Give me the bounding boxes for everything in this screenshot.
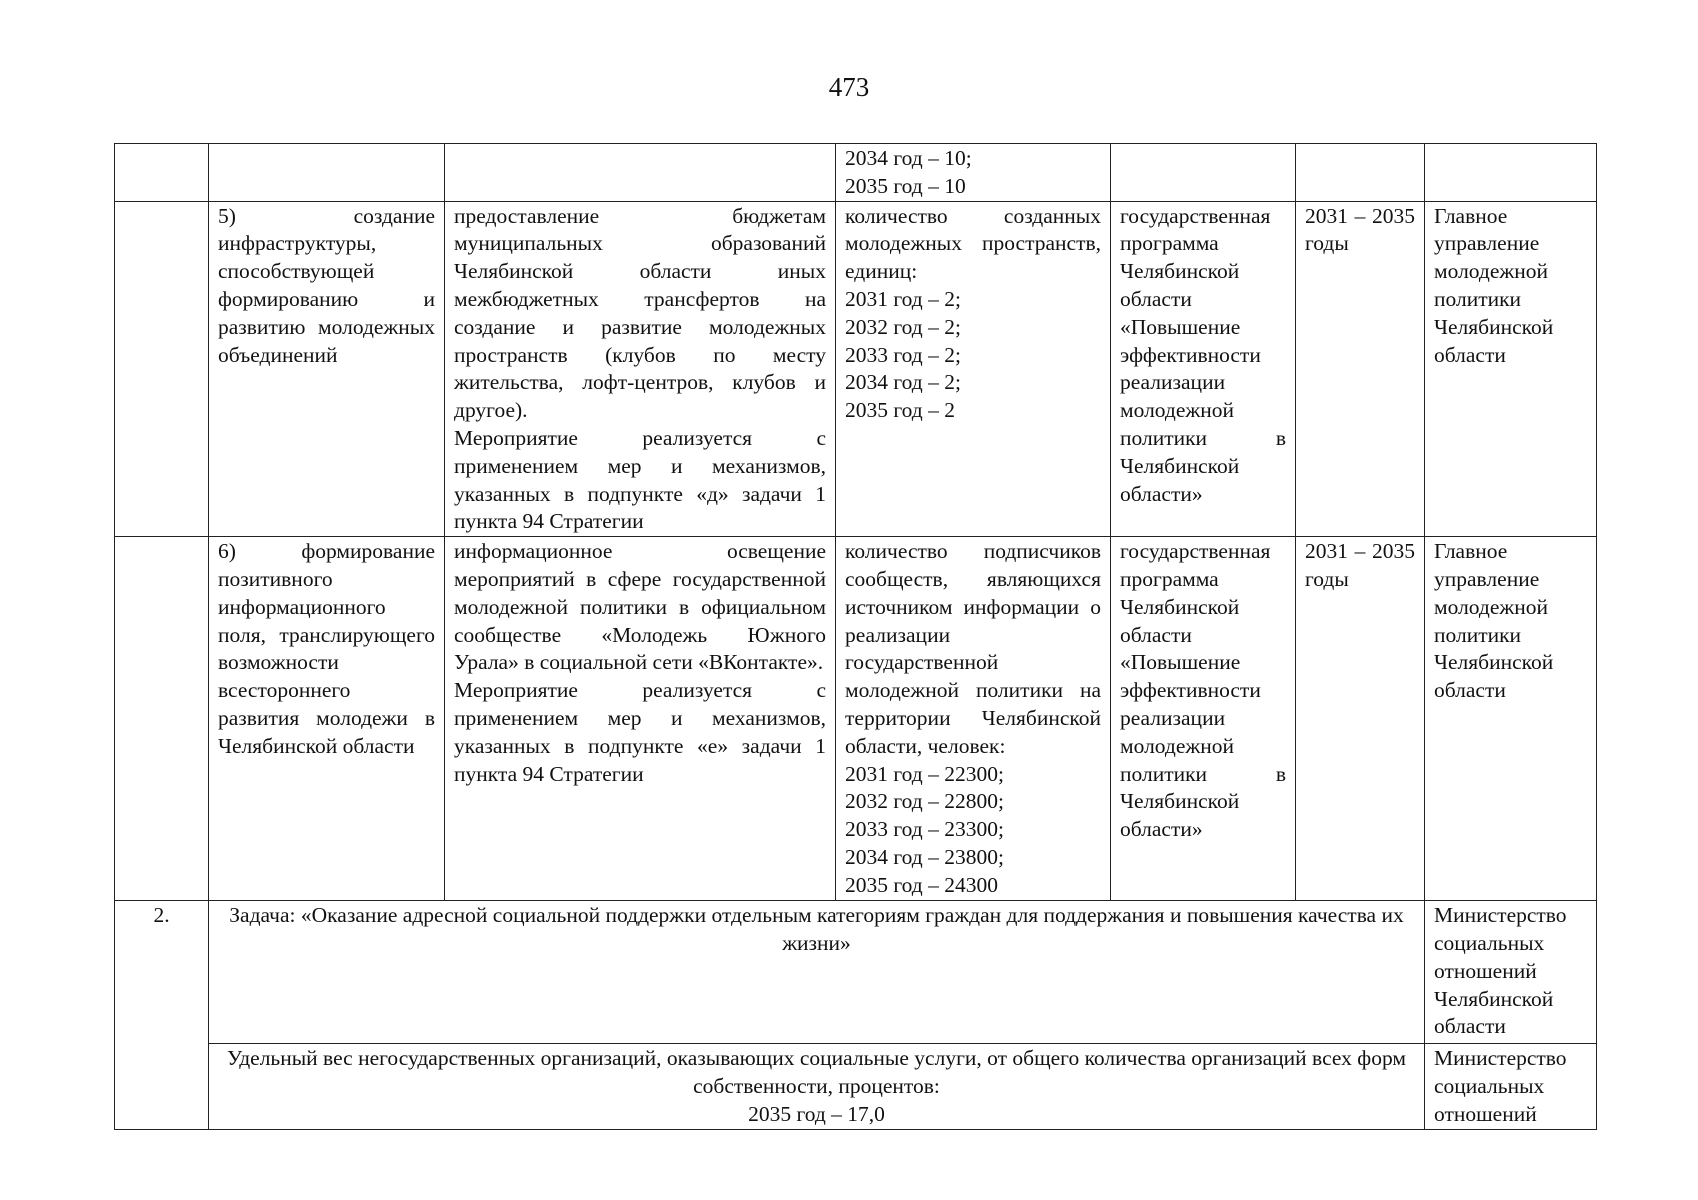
cell-responsible bbox=[1425, 144, 1597, 202]
table-row bbox=[115, 537, 1597, 901]
task-responsible: Министерство социальных отношений Челябинской области bbox=[1425, 901, 1597, 1044]
cell-responsible: Главное управление молодежной политики Челябинской области bbox=[1425, 537, 1597, 901]
description-paragraph: информационное освещение мероприятий в сфере государственной молодежной политики в официальном сообществе «Молодежь Южного Урала» в социальной сети «ВКонтакте». bbox=[454, 539, 826, 675]
cell-description bbox=[445, 537, 836, 901]
task-number: 2. bbox=[115, 901, 209, 1129]
target-value: 2035 год – 17,0 bbox=[748, 1101, 885, 1126]
target-cell bbox=[209, 1044, 1425, 1129]
cell-period: 2031 – 2035 годы bbox=[1296, 201, 1425, 537]
cell-indicator bbox=[836, 144, 1111, 202]
table-row bbox=[115, 144, 1597, 202]
indicator-title: количество подписчиков сообществ, являющихся источником информации о реализации государственной молодежной политики на территории Челябинской области, человек: bbox=[845, 539, 1101, 758]
cell-indicator bbox=[836, 537, 1111, 901]
table-row bbox=[115, 201, 1597, 537]
cell-program bbox=[1111, 144, 1296, 202]
cell-period: 2031 – 2035 годы bbox=[1296, 537, 1425, 901]
target-row bbox=[115, 1044, 1597, 1129]
cell-number bbox=[115, 537, 209, 901]
cell-program: государственная программа Челябинской области «Повышение эффективности реализации молодежной политики в Челябинской области» bbox=[1111, 537, 1296, 901]
task-row bbox=[115, 901, 1597, 1044]
page-number: 473 bbox=[828, 72, 870, 102]
description-paragraph: Мероприятие реализуется с применением мер и механизмов, указанных в подпункте «д» задачи 1 пункта 94 Стратегии bbox=[454, 425, 826, 534]
indicator-line: 2034 год – 23800; bbox=[845, 844, 1004, 869]
indicator-line: 2032 год – 22800; bbox=[845, 789, 1004, 814]
cell-measure: 5) создание инфраструктуры, способствующей формированию и развитию молодежных объединений bbox=[209, 201, 445, 537]
indicator-line: 2035 год – 2 bbox=[845, 398, 955, 423]
indicator-title: количество созданных молодежных пространств, единиц: bbox=[845, 203, 1101, 284]
target-responsible: Министерство социальных отношений bbox=[1425, 1044, 1597, 1129]
indicator-line: 2035 год – 24300 bbox=[845, 872, 998, 897]
indicator-line: 2033 год – 2; bbox=[845, 342, 961, 367]
cell-program: государственная программа Челябинской области «Повышение эффективности реализации молодежной политики в Челябинской области» bbox=[1111, 201, 1296, 537]
indicator-line: 2035 год – 10 bbox=[845, 173, 966, 198]
cell-period bbox=[1296, 144, 1425, 202]
indicator-line: 2031 год – 2; bbox=[845, 286, 961, 311]
indicator-line: 2034 год – 10; bbox=[845, 146, 972, 170]
cell-measure: 6) формирование позитивного информационного поля, транслирующего возможности всестороннего развития молодежи в Челябинской области bbox=[209, 537, 445, 901]
target-text: Удельный вес негосударственных организаций, оказывающих социальные услуги, от общего количества организаций всех форм собственности, процентов: bbox=[227, 1046, 1406, 1098]
cell-number bbox=[115, 144, 209, 202]
description-paragraph: предоставление бюджетам муниципальных образований Челябинской области иных межбюджетных трансфертов на создание и развитие молодежных пространств (клубов по месту жительства, лофт-центров, клубов и другое). bbox=[454, 203, 826, 423]
description-paragraph: Мероприятие реализуется с применением мер и механизмов, указанных в подпункте «е» задачи 1 пункта 94 Стратегии bbox=[454, 678, 826, 786]
strategy-table bbox=[114, 143, 1597, 1130]
cell-description bbox=[445, 201, 836, 537]
cell-description bbox=[445, 144, 836, 202]
indicator-line: 2032 год – 2; bbox=[845, 314, 961, 339]
indicator-line: 2033 год – 23300; bbox=[845, 817, 1004, 842]
cell-indicator bbox=[836, 201, 1111, 537]
indicator-line: 2031 год – 22300; bbox=[845, 761, 1004, 786]
indicator-line: 2034 год – 2; bbox=[845, 370, 961, 395]
task-text: Задача: «Оказание адресной социальной поддержки отдельным категориям граждан для поддержания и повышения качества их жизни» bbox=[209, 901, 1425, 1044]
cell-number bbox=[115, 201, 209, 537]
cell-responsible: Главное управление молодежной политики Челябинской области bbox=[1425, 201, 1597, 537]
cell-measure bbox=[209, 144, 445, 202]
